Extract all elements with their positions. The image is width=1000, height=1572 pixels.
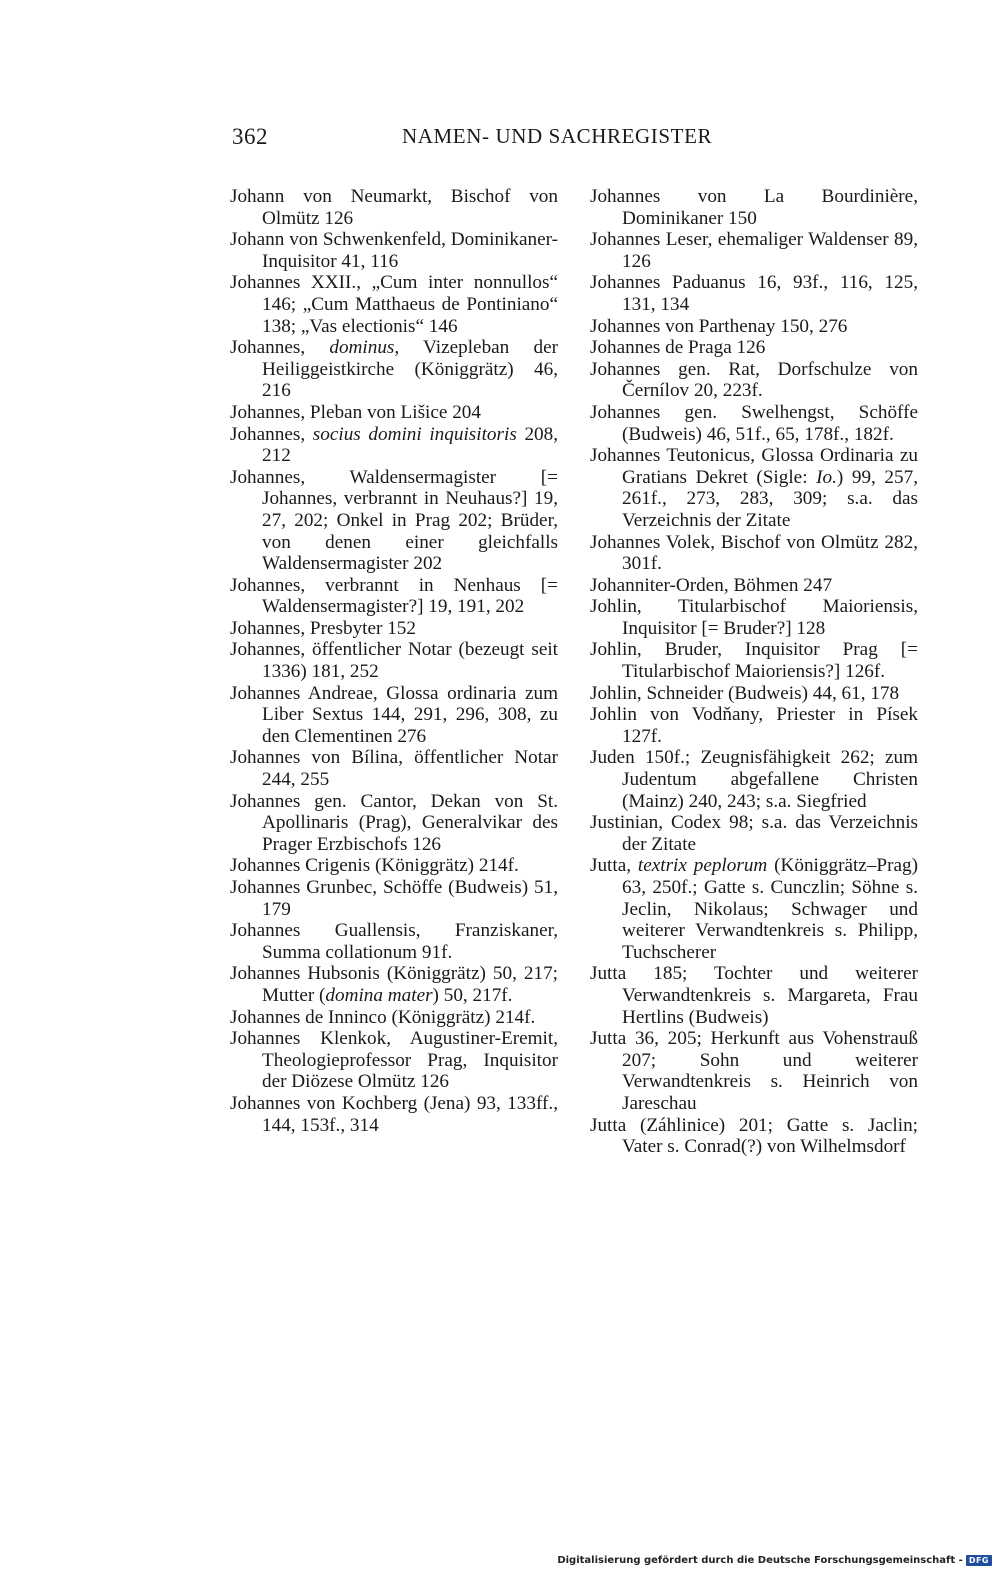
- running-title: NAMEN- UND SACHREGISTER: [402, 124, 713, 148]
- index-entry: Johlin, Schneider (Budweis) 44, 61, 178: [590, 682, 900, 704]
- index-entry: Johanniter-Orden, Böhmen 247: [590, 574, 833, 596]
- index-entry: Juden 150f.; Zeugnisfähigkeit 262; zum Judentum abgefallene Christen (Mainz) 240, 243; s.a. Siegfried: [590, 747, 918, 812]
- entry-italic-text: domina mater: [325, 984, 433, 1006]
- index-entry: Johann von Schwenkenfeld, Dominikaner-Inquisitor 41, 116: [230, 229, 558, 272]
- index-entry: [230, 424, 558, 467]
- entry-text: Johannes,: [230, 337, 330, 359]
- entry-italic-text: textrix peplorum: [637, 855, 768, 877]
- funding-note: Digitalisierung gefördert durch die Deutsche Forschungsgemeinschaft -: [557, 1555, 963, 1566]
- index-column-left: [230, 186, 558, 1136]
- index-entry: Johannes Klenkok, Augustiner-Eremit, Theologieprofessor Prag, Inquisitor der Diözese Olmütz 126: [230, 1028, 558, 1093]
- index-entry: Johannes Grunbec, Schöffe (Budweis) 51, 179: [230, 877, 558, 920]
- index-entry: Johannes Volek, Bischof von Olmütz 282, 301f.: [590, 531, 918, 575]
- entry-text: Johannes Hubsonis (Königgrätz) 50, 217; Mutter (: [230, 963, 558, 1006]
- index-entry: Johannes gen. Cantor, Dekan von St. Apollinaris (Prag), Generalvikar des Prager Erzbischofs 126: [230, 790, 558, 855]
- index-entry: Johannes, öffentlicher Notar (bezeugt seit 1336) 181, 252: [230, 639, 558, 683]
- index-entry: Justinian, Codex 98; s.a. das Verzeichnis der Zitate: [590, 812, 918, 855]
- index-entry: Johannes, Presbyter 152: [230, 617, 416, 639]
- index-entry: Johannes, Pleban von Lišice 204: [230, 401, 481, 423]
- index-entry: Johannes Leser, ehemaliger Waldenser 89, 126: [590, 229, 918, 272]
- index-entry: [590, 855, 918, 963]
- entry-text: Johannes,: [230, 423, 313, 445]
- entry-text: Jutta,: [590, 855, 638, 877]
- index-column-right: [590, 186, 918, 1158]
- index-entry: Johannes Paduanus 16, 93f., 116, 125, 131, 134: [590, 272, 918, 315]
- index-entry: Johlin von Vodňany, Priester in Písek 127f.: [590, 704, 918, 747]
- index-entry: Johannes de Inninco (Königgrätz) 214f.: [230, 1006, 536, 1028]
- index-entry: Johannes, verbrannt in Nenhaus [= Waldensermagister?] 19, 191, 202: [230, 574, 558, 618]
- index-entry: Johannes XXII., „Cum inter nonnullos“ 146; „Cum Matthaeus de Pontiniano“ 138; „Vas electionis“ 146: [230, 272, 558, 337]
- entry-text: Johannes Teutonicus, Glossa Ordinaria zu Gratians Dekret (Sigle:: [590, 445, 918, 488]
- index-entry: Johannes Crigenis (Königgrätz) 214f.: [230, 855, 519, 877]
- funding-footer: [557, 1555, 992, 1566]
- index-entry: Johlin, Titularbischof Maioriensis, Inquisitor [= Bruder?] 128: [590, 596, 918, 639]
- page-number: 362: [232, 124, 268, 149]
- index-entry: Johannes von Parthenay 150, 276: [590, 315, 848, 337]
- index-entry: Johannes de Praga 126: [590, 337, 766, 359]
- entry-text: ) 50, 217f.: [432, 984, 513, 1006]
- entry-text: 208, 212: [262, 423, 559, 467]
- index-entry: Johannes von La Bourdinière, Dominikaner 150: [590, 186, 918, 229]
- entry-text: ) 99, 257, 261f., 273, 283, 309; s.a. das Verzeichnis der Zitate: [622, 466, 918, 531]
- index-entry: Johannes von Bílina, öffentlicher Notar 244, 255: [230, 747, 558, 791]
- index-entry: Johannes Andreae, Glossa ordinaria zum Liber Sextus 144, 291, 296, 308, zu den Clementinen 276: [230, 682, 558, 747]
- index-entry: [590, 445, 918, 531]
- index-entry: Jutta (Záhlinice) 201; Gatte s. Jaclin; Vater s. Conrad(?) von Wilhelmsdorf: [590, 1114, 918, 1158]
- dfg-logo-icon: DFG: [966, 1555, 992, 1566]
- index-entry: Johann von Neumarkt, Bischof von Olmütz 126: [230, 186, 558, 229]
- index-entry: Jutta 36, 205; Herkunft aus Vohenstrauß 207; Sohn und weiterer Verwandtenkreis s. Heinrich von Jareschau: [590, 1028, 918, 1114]
- entry-italic-text: dominus,: [329, 337, 400, 359]
- index-entry: [230, 963, 558, 1006]
- entry-italic-text: Io.: [816, 466, 837, 488]
- page-header: [232, 124, 746, 158]
- index-entry: Johlin, Bruder, Inquisitor Prag [= Titularbischof Maioriensis?] 126f.: [590, 639, 918, 683]
- index-entry: [230, 337, 558, 402]
- entry-italic-text: socius domini inquisitoris: [312, 423, 517, 445]
- index-entry: Johannes gen. Swelhengst, Schöffe (Budweis) 46, 51f., 65, 178f., 182f.: [590, 401, 918, 445]
- index-entry: Jutta 185; Tochter und weiterer Verwandtenkreis s. Margareta, Frau Hertlins (Budweis): [590, 963, 918, 1028]
- entry-text: (Königgrätz–Prag) 63, 250f.; Gatte s. Cunczlin; Söhne s. Jeclin, Nikolaus; Schwager und weiterer Verwandtenkreis s. Philipp, Tuchscherer: [622, 855, 918, 963]
- index-entry: Johannes Guallensis, Franziskaner, Summa collationum 91f.: [230, 920, 558, 963]
- index-entry: Johannes von Kochberg (Jena) 93, 133ff., 144, 153f., 314: [230, 1092, 558, 1136]
- index-entry: Johannes, Waldensermagister [= Johannes, verbrannt in Neuhaus?] 19, 27, 202; Onkel in Prag 202; Brüder, von denen einer gleichfalls Waldensermagister 202: [230, 466, 558, 575]
- index-entry: Johannes gen. Rat, Dorfschulze von Černílov 20, 223f.: [590, 358, 918, 402]
- entry-text: Vizepleban der Heiliggeistkirche (Königgrätz) 46, 216: [262, 337, 558, 402]
